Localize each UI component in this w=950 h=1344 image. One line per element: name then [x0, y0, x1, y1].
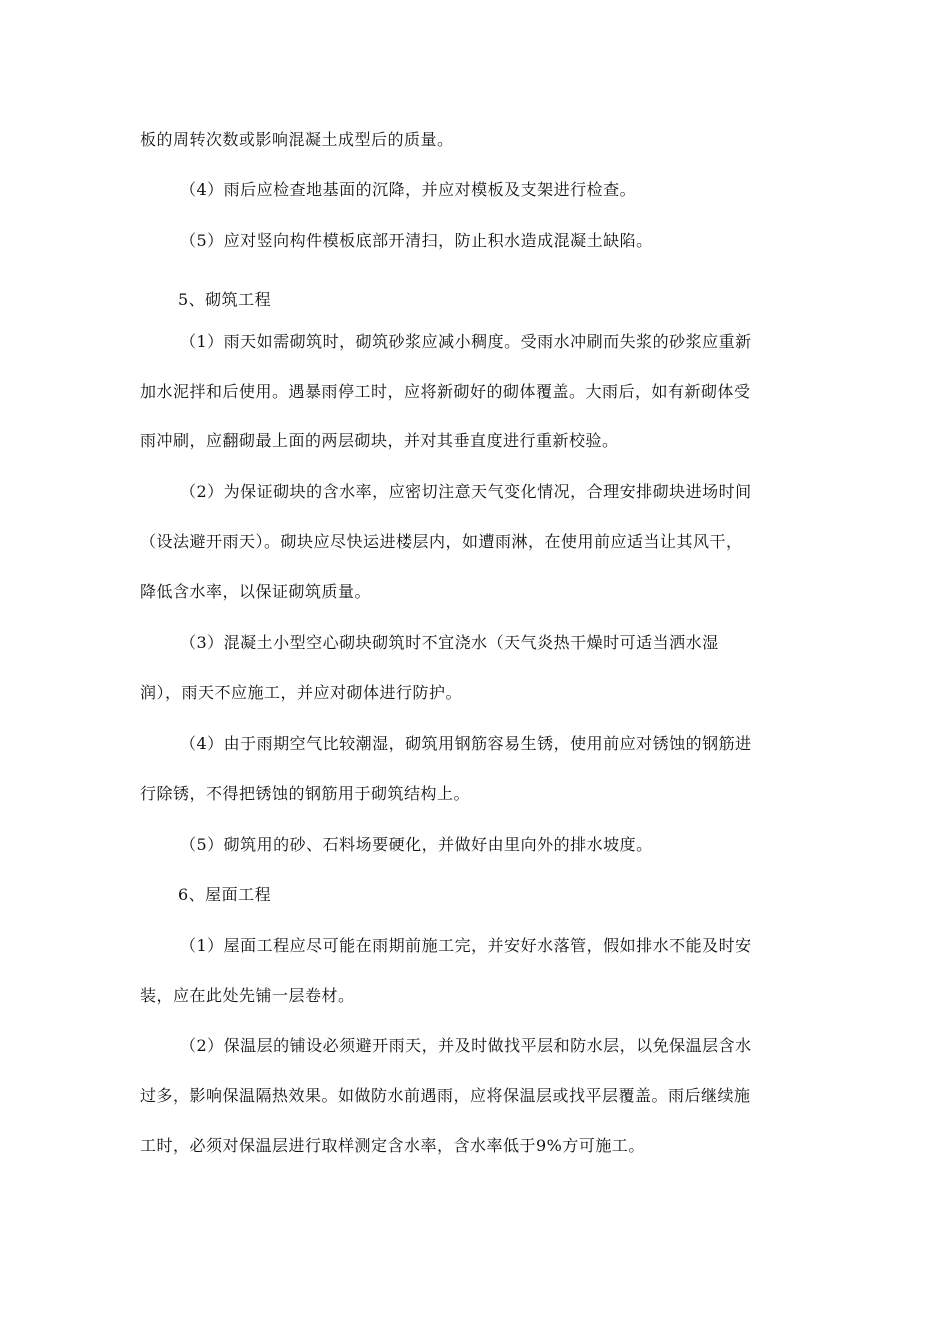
text-line: （2）保温层的铺设必须避开雨天，并及时做找平层和防水层，以免保温层含水	[180, 1036, 752, 1055]
text-line: 降低含水率，以保证砌筑质量。	[140, 582, 372, 601]
text-line: 雨冲刷，应翻砌最上面的两层砌块，并对其垂直度进行重新校验。	[140, 431, 619, 450]
text-line: （2）为保证砌块的含水率，应密切注意天气变化情况，合理安排砌块进场时间	[180, 482, 752, 501]
text-line: 工时，必须对保温层进行取样测定含水率，含水率低于9%方可施工。	[140, 1136, 645, 1155]
text-line: （1）雨天如需砌筑时，砌筑砂浆应减小稠度。受雨水冲刷而失浆的砂浆应重新	[180, 332, 752, 351]
text-line: （4）雨后应检查地基面的沉降，并应对模板及支架进行检查。	[180, 180, 637, 199]
text-line: （3）混凝土小型空心砌块砌筑时不宜浇水（天气炎热干燥时可适当洒水湿	[180, 633, 719, 652]
text-line: （5）应对竖向构件模板底部开清扫，防止积水造成混凝土缺陷。	[180, 231, 653, 250]
text-line: （4）由于雨期空气比较潮湿，砌筑用钢筋容易生锈，使用前应对锈蚀的钢筋进	[180, 734, 752, 753]
text-line: （5）砌筑用的砂、石料场要硬化，并做好由里向外的排水坡度。	[180, 835, 653, 854]
text-line: 加水泥拌和后使用。遇暴雨停工时，应将新砌好的砌体覆盖。大雨后，如有新砌体受	[140, 382, 751, 401]
section-heading: 6、屋面工程	[178, 885, 272, 904]
section-heading: 5、砌筑工程	[178, 290, 272, 309]
text-line: 润），雨天不应施工，并应对砌体进行防护。	[140, 683, 463, 702]
text-line: 过多，影响保温隔热效果。如做防水前遇雨，应将保温层或找平层覆盖。雨后继续施	[140, 1086, 751, 1105]
text-line: （设法避开雨天）。砌块应尽快运进楼层内，如遭雨淋，在使用前应适当让其风干，	[140, 532, 743, 551]
text-line: 行除锈，不得把锈蚀的钢筋用于砌筑结构上。	[140, 784, 471, 803]
text-line: 装，应在此处先铺一层卷材。	[140, 986, 355, 1005]
text-line: 板的周转次数或影响混凝土成型后的质量。	[140, 130, 454, 149]
text-line: （1）屋面工程应尽可能在雨期前施工完，并安好水落管，假如排水不能及时安	[180, 936, 752, 955]
